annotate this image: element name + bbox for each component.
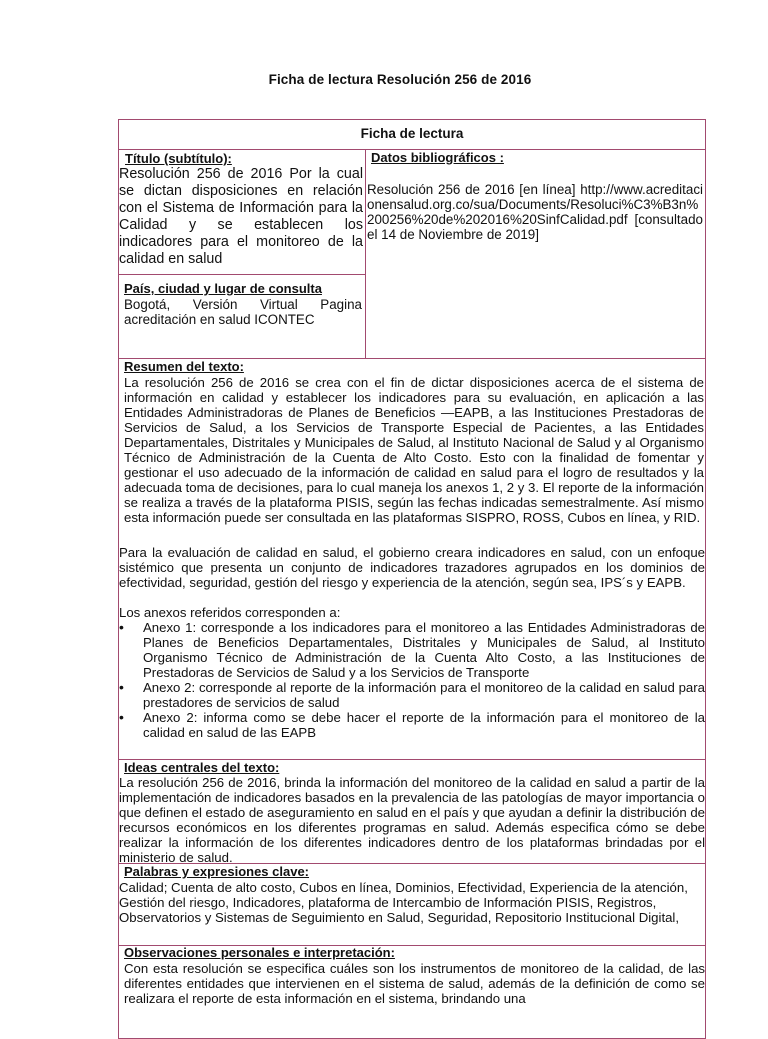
anexos-list: [119, 620, 705, 740]
pais-ciudad-text: Bogotá, Versión Virtual Pagina acreditación en salud ICONTEC: [124, 297, 362, 327]
palabras-clave-text: Calidad; Cuenta de alto costo, Cubos en línea, Dominios, Efectividad, Experiencia de la atención, Gestión del riesgo, Indicadores, plataforma de Intercambio de Información PISIS, Registros, Observatorios y Sistemas de Seguimiento en Salud, Seguridad, Repositorio Institucional Digital,: [119, 880, 688, 925]
ideas-centrales-text: La resolución 256 de 2016, brinda la información del monitoreo de la calidad en salud a partir de la implementación de indicadores basados en la prevalencia de las patologías de mayor importancia o que definen el estado de aseguramiento en salud en el país y que ayudan a definir la distribución de recursos económicos en los diferentes programas en salud. Además especifica cómo se debe realizar la información de los diferentes indicadores dentro de los plataformas brindadas por el ministerio de salud.: [119, 775, 705, 865]
resumen-paragraph-3: Los anexos referidos corresponden a:: [119, 605, 341, 620]
titulo-text: Resolución 256 de 2016 Por la cual se dictan disposiciones en relación con el Sistema de Información para la Calidad y se establecen los indicadores para el monitoreo de la calidad en salud: [119, 166, 363, 267]
observaciones-label: Observaciones personales e interpretación:: [124, 945, 395, 960]
resumen-paragraph-2: Para la evaluación de calidad en salud, el gobierno creara indicadores en salud, con un enfoque sistémico que presenta un conjunto de indicadores trazadores agrupados en los dominios de efectividad, seguridad, gestión del riesgo y experiencia de la atención, según sea, IPS´s y EAPB.: [119, 545, 705, 590]
card-header: Ficha de lectura: [360, 126, 464, 141]
palabras-clave-label: Palabras y expresiones clave:: [124, 864, 310, 879]
anexo-item: • Anexo 1: corresponde a los indicadores para el monitoreo a las Entidades Administradoras de Planes de Beneficios Departamentales, Distritales y Municipales de Salud, al Instituto Organismo Técnico de Administración de la Cuenta Alto Costo, a las Instituciones de Prestadoras de Servicios de Salud y a los Servicios de Transporte: [119, 620, 705, 680]
resumen-paragraph-1: La resolución 256 de 2016 se crea con el fin de dictar disposiciones acerca de el sistema de información en calidad y establecer los indicadores para su evaluación, en aplicación a las Entidades Administradoras de Planes de Beneficios —EAPB, a las Instituciones Prestadoras de Servicios de Salud, a los Servicios de Transporte Especial de Pacientes, a las Entidades Departamentales, Distritales y Municipales de Salud, al Instituto Nacional de Salud y al Organismo Técnico de Administración de la Cuenta de Alto Costo. Esto con la finalidad de fomentar y gestionar el uso adecuado de la información de calidad en salud para el logro de resultados y la adecuada toma de decisiones, para lo cual maneja los anexos 1, 2 y 3. El reporte de la información se realiza a través de la plataforma PISIS, según las fechas indicadas semestralmente. Así mismo esta información puede ser consultada en las plataformas SISPRO, ROSS, Cubos en línea, y RID.: [124, 375, 704, 525]
datos-bibliograficos-label: Datos bibliográficos :: [371, 150, 504, 165]
resumen-label: Resumen del texto:: [124, 359, 244, 374]
observaciones-text: Con esta resolución se especifica cuáles son los instrumentos de monitoreo de la calidad, de las diferentes entidades que intervienen en el sistema de salud, además de la definición de como se realizara el reporte de esta información en el sistema, brindando una: [124, 961, 705, 1006]
ideas-centrales-label: Ideas centrales del texto:: [124, 760, 280, 775]
pais-ciudad-label: País, ciudad y lugar de consulta: [124, 281, 322, 296]
anexo-item: • Anexo 2: corresponde al reporte de la información para el monitoreo de la calidad en salud para prestadores de servicios de salud: [119, 680, 705, 710]
anexo-item: • Anexo 2: informa como se debe hacer el reporte de la información para el monitoreo de la calidad en salud de las EAPB: [119, 710, 705, 740]
row-divider: [119, 274, 365, 275]
document-title: Ficha de lectura Resolución 256 de 2016: [268, 72, 532, 87]
reading-card-table: [118, 119, 706, 1039]
column-divider: [365, 149, 366, 358]
datos-bibliograficos-text: Resolución 256 de 2016 [en línea] http://www.acreditacionensalud.org.co/sua/Documents/Resoluci%C3%B3n%200256%20de%202016%20SinfCalidad.pdf [consultado el 14 de Noviembre de 2019]: [367, 182, 703, 242]
titulo-label: Título (subtítulo):: [125, 151, 232, 166]
